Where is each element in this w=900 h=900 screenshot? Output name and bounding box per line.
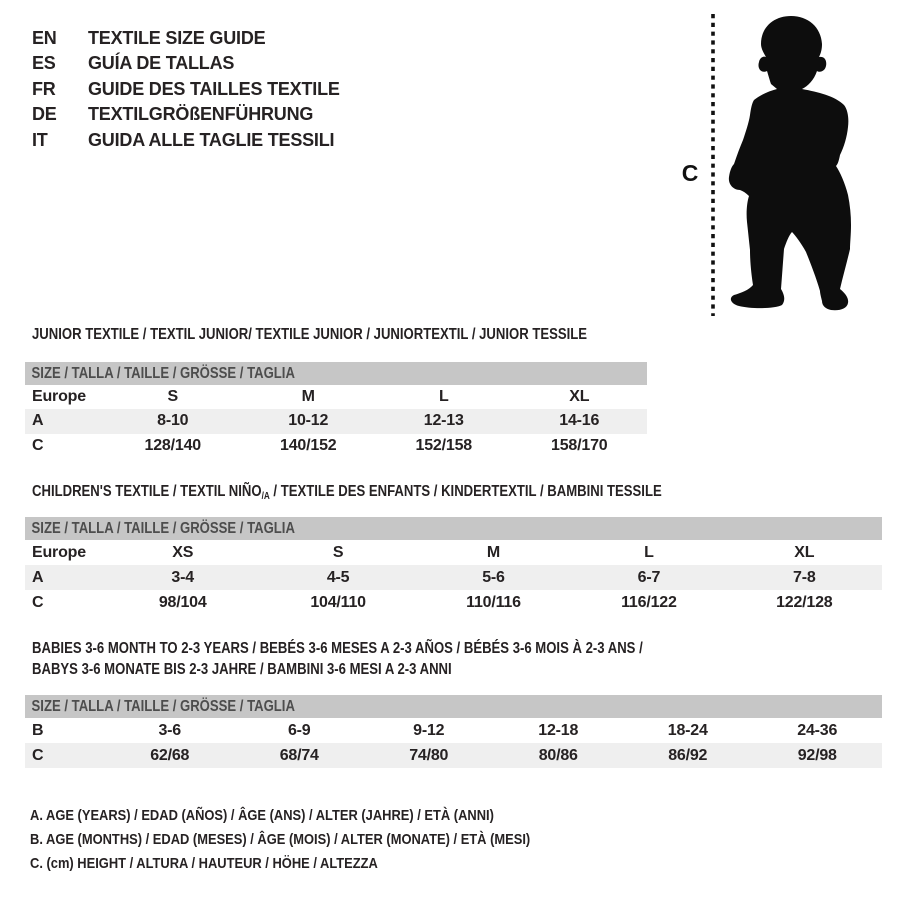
- language-label: GUIDA ALLE TAGLIE TESSILI: [88, 129, 335, 150]
- table-cell: 152/158: [415, 436, 472, 454]
- table-cell: 18-24: [667, 722, 708, 739]
- table-cell: A: [32, 569, 44, 586]
- table-cell: XS: [172, 544, 194, 561]
- table-cell: M: [486, 544, 501, 561]
- table-cell: B: [32, 722, 44, 739]
- junior-table-title: JUNIOR TEXTILE / TEXTIL JUNIOR/ TEXTILE JUNIOR / JUNIORTEXTIL / JUNIOR TESSILE: [32, 326, 587, 343]
- table-row: [25, 540, 882, 565]
- table-cell: 104/110: [310, 594, 366, 611]
- table-cell: 24-36: [797, 722, 838, 739]
- table-cell: 6-9: [287, 722, 311, 739]
- table-cell: 12-18: [538, 722, 579, 739]
- children-size-header-bar: [25, 517, 882, 540]
- language-row-en: [32, 26, 340, 51]
- height-label-c: C: [681, 160, 699, 186]
- babies-table: [25, 718, 882, 768]
- table-cell: L: [644, 544, 654, 561]
- table-cell: 9-12: [413, 722, 445, 739]
- babies-size-header-bar: [25, 695, 882, 718]
- children-table: [25, 540, 882, 615]
- babies-table-title-line2: BABYS 3-6 MONATE BIS 2-3 JAHRE / BAMBINI 3-6 MESI A 2-3 ANNI: [32, 661, 452, 678]
- table-row: [25, 565, 882, 590]
- babies-table-title-line1: BABIES 3-6 MONTH TO 2-3 YEARS / BEBÉS 3-6 MESES A 2-3 AÑOS / BÉBÉS 3-6 MOIS À 2-3 ANS /: [32, 640, 643, 657]
- table-cell: 12-13: [423, 412, 464, 430]
- language-label: TEXTILE SIZE GUIDE: [88, 28, 266, 48]
- children-title-text: / TEXTILE DES ENFANTS / KINDERTEXTIL / BAMBINI TESSILE: [269, 483, 662, 500]
- table-row: [25, 718, 882, 743]
- legend-line-a: A. AGE (YEARS) / EDAD (AÑOS) / ÂGE (ANS) / ALTER (JAHRE) / ETÀ (ANNI): [30, 807, 494, 824]
- language-code: FR: [32, 78, 56, 99]
- language-code: EN: [32, 28, 57, 48]
- table-cell: 74/80: [409, 747, 449, 764]
- language-label: GUIDE DES TAILLES TEXTILE: [88, 78, 340, 99]
- children-title-subscript: /A: [261, 491, 270, 502]
- table-cell: A: [32, 412, 44, 430]
- table-cell: 158/170: [551, 436, 608, 454]
- baby-silhouette-icon: [729, 16, 851, 310]
- toddler-height-figure: [650, 0, 900, 330]
- table-cell: S: [332, 544, 344, 561]
- language-row-fr: [32, 77, 340, 102]
- table-cell: XL: [569, 388, 590, 405]
- table-cell: C: [32, 747, 44, 764]
- table-cell: 10-12: [288, 412, 329, 430]
- table-cell: Europe: [32, 388, 86, 405]
- table-cell: 68/74: [279, 747, 319, 764]
- junior-table: [25, 385, 647, 458]
- table-cell: L: [438, 388, 449, 405]
- children-table-title: [32, 483, 662, 505]
- legend-line-b: B. AGE (MONTHS) / EDAD (MESES) / ÂGE (MOIS) / ALTER (MONATE) / ETÀ (MESI): [30, 831, 531, 849]
- size-header-label: SIZE / TALLA / TAILLE / GRÖSSE / TAGLIA: [31, 698, 295, 715]
- table-cell: 98/104: [158, 594, 207, 611]
- table-cell: 6-7: [637, 569, 661, 586]
- table-cell: 122/128: [776, 594, 833, 611]
- language-code: IT: [32, 129, 48, 150]
- table-cell: S: [167, 388, 178, 405]
- language-code: ES: [32, 53, 56, 74]
- children-title-text: CHILDREN'S TEXTILE / TEXTIL NIÑO: [32, 483, 262, 500]
- table-cell: C: [32, 436, 44, 454]
- table-cell: 62/68: [150, 747, 190, 764]
- table-cell: 116/122: [621, 594, 677, 611]
- table-row: [25, 434, 647, 458]
- table-cell: C: [32, 594, 44, 611]
- junior-size-header-bar: [25, 362, 647, 385]
- table-cell: 140/152: [280, 436, 337, 454]
- table-cell: 8-10: [157, 412, 189, 430]
- table-cell: Europe: [32, 544, 86, 561]
- table-row: [25, 590, 882, 615]
- size-header-label: SIZE / TALLA / TAILLE / GRÖSSE / TAGLIA: [31, 520, 295, 537]
- language-list: [32, 26, 340, 153]
- table-row: [25, 743, 882, 768]
- language-label: GUÍA DE TALLAS: [88, 53, 235, 74]
- table-cell: XL: [794, 544, 815, 561]
- table-cell: 4-5: [326, 569, 350, 586]
- size-header-label: SIZE / TALLA / TAILLE / GRÖSSE / TAGLIA: [31, 365, 295, 382]
- table-cell: 14-16: [559, 412, 600, 430]
- table-row: [25, 385, 647, 409]
- measurement-legend: [30, 804, 612, 877]
- table-cell: 3-4: [171, 569, 194, 586]
- table-cell: 92/98: [797, 747, 837, 764]
- table-cell: 5-6: [482, 569, 505, 586]
- language-label: TEXTILGRÖßENFÜHRUNG: [88, 104, 314, 125]
- table-cell: 7-8: [793, 569, 816, 586]
- language-row-it: [32, 128, 340, 153]
- table-cell: M: [301, 388, 315, 405]
- table-cell: 86/92: [668, 747, 708, 764]
- table-cell: 80/86: [538, 747, 578, 764]
- language-row-de: [32, 102, 340, 127]
- legend-line-c: C. (cm) HEIGHT / ALTURA / HAUTEUR / HÖHE / ALTEZZA: [30, 855, 378, 873]
- language-row-es: [32, 51, 340, 76]
- table-row: [25, 409, 647, 433]
- table-cell: 110/116: [466, 594, 521, 611]
- language-code: DE: [32, 104, 57, 125]
- table-cell: 128/140: [144, 436, 201, 454]
- table-cell: 3-6: [158, 722, 182, 739]
